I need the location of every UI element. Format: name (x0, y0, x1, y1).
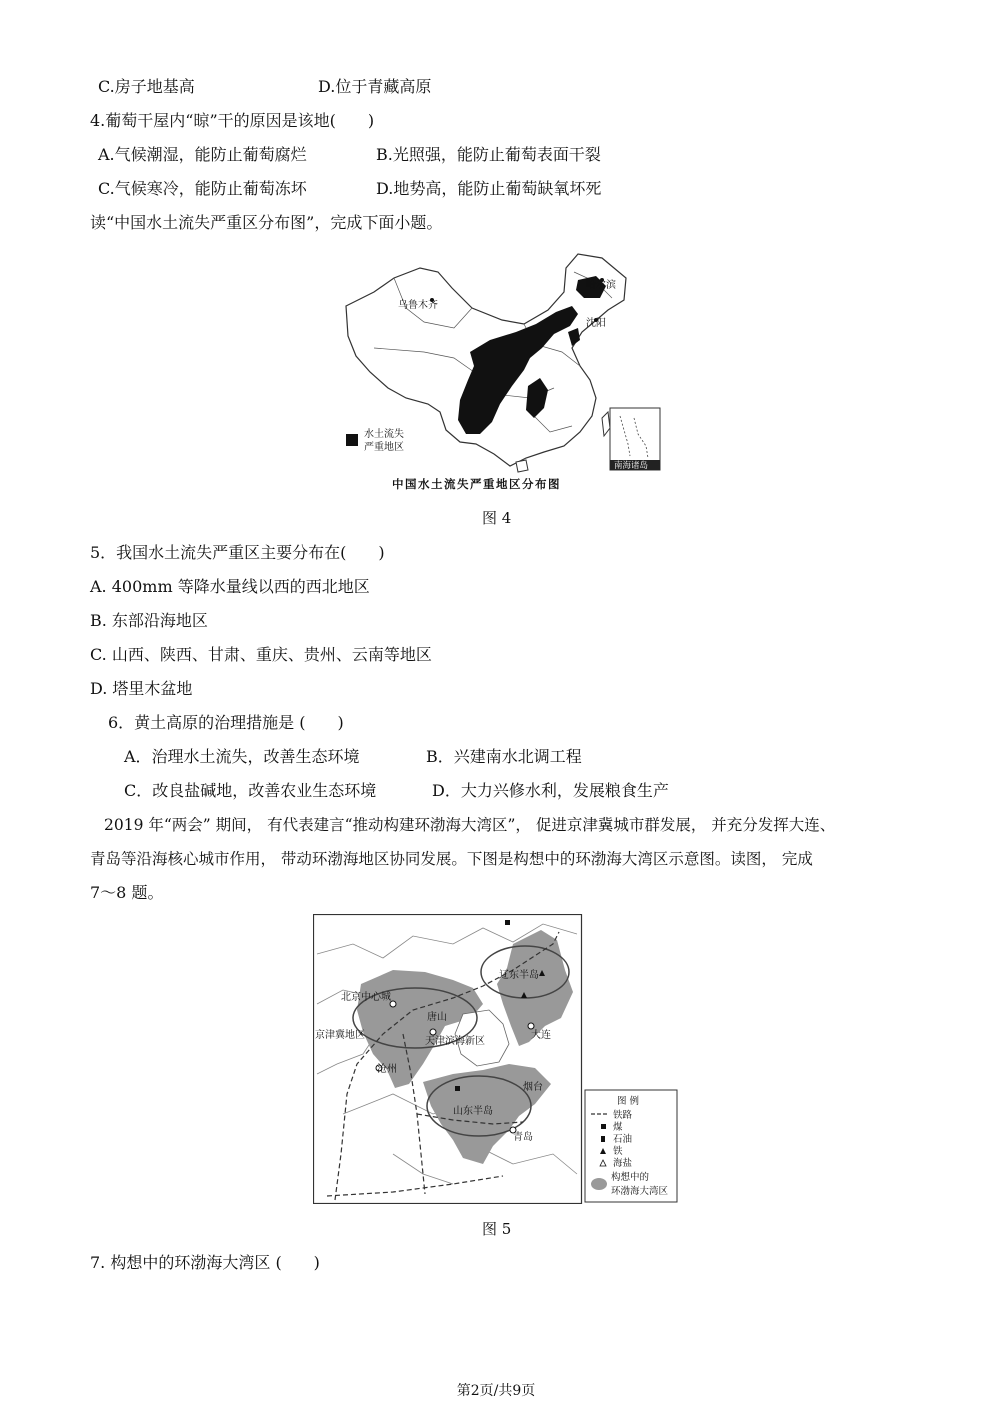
label-shandong: 山东半岛 (453, 1106, 493, 1117)
fig4-intro: 读“中国水土流失严重区分布图”，完成下面小题。 (90, 213, 443, 232)
fig5-intro-line2: 青岛等沿海核心城市作用， 带动环渤海地区协同发展。下图是构想中的环渤海大湾区示意图。读图， 完成 (90, 850, 813, 868)
q7-stem: 7. 构想中的环渤海大湾区 ( ) (90, 1253, 320, 1272)
fig5-intro-line3: 7～8 题。 (90, 883, 164, 902)
q4-option-d: D.地势高，能防止葡萄缺氧坏死 (376, 179, 602, 198)
label-qingdao: 青岛 (513, 1132, 533, 1143)
q5-stem: 5．我国水土流失严重区主要分布在( ) (90, 543, 385, 562)
q3-option-c: C.房子地基高 (98, 77, 195, 96)
city-harbin: 哈尔滨 (586, 280, 616, 291)
legend-title: 图 例 (617, 1096, 640, 1107)
bohai-map-svg (313, 914, 679, 1204)
label-tianjin-binhai: 天津滨海新区 (425, 1036, 485, 1047)
label-jingjinji: 京津冀地区 (315, 1030, 365, 1041)
q4-option-a: A.气候潮湿，能防止葡萄腐烂 (98, 145, 307, 164)
label-yantai: 烟台 (523, 1082, 543, 1093)
label-beijing: 北京中心城 (341, 992, 391, 1003)
legend-line2: 严重地区 (364, 442, 404, 453)
q6-option-a: A．治理水土流失，改善生态环境 (124, 747, 360, 766)
legend-erosion-swatch (346, 434, 358, 446)
china-map-svg (334, 248, 664, 500)
q4-option-b: B.光照强，能防止葡萄表面干裂 (376, 145, 601, 164)
q6-option-d: D．大力兴修水利，发展粮食生产 (432, 781, 669, 800)
legend-line1: 水土流失 (364, 429, 404, 440)
city-urumqi: 乌鲁木齐 (398, 300, 438, 311)
label-cangzhou: 沧州 (377, 1064, 397, 1075)
legend-oil: 石油 (613, 1134, 633, 1145)
q4-stem: 4.葡萄干屋内“晾”干的原因是该地( ) (90, 111, 375, 130)
q6-option-c: C．改良盐碱地，改善农业生态环境 (124, 781, 377, 800)
q5-option-b: B. 东部沿海地区 (90, 611, 208, 630)
bohai-bay-area-map (313, 914, 679, 1204)
legend-area-1: 构想中的 (611, 1172, 650, 1183)
label-dalian: 大连 (531, 1030, 551, 1041)
fig4-caption: 图 4 (482, 509, 512, 527)
legend-iron: 铁 (613, 1146, 623, 1157)
fig5-caption: 图 5 (482, 1220, 512, 1238)
china-erosion-map (334, 248, 664, 500)
label-tangshan: 唐山 (427, 1012, 447, 1023)
q5-option-c: C. 山西、陕西、甘肃、重庆、贵州、云南等地区 (90, 645, 432, 664)
fig5-intro-line1: 2019 年“两会” 期间， 有代表建言“推动构建环渤海大湾区”， 促进京津冀城市群发展， 并充分发挥大连、 (104, 816, 836, 834)
legend-salt: 海盐 (613, 1158, 633, 1169)
q3-option-d: D.位于青藏高原 (318, 77, 432, 96)
q4-option-c: C.气候寒冷，能防止葡萄冻坏 (98, 179, 307, 198)
legend-area-2: 环渤海大湾区 (611, 1186, 669, 1197)
inset-label: 南海诸岛 (614, 461, 649, 471)
q5-option-d: D. 塔里木盆地 (90, 679, 193, 698)
q5-option-a: A. 400mm 等降水量线以西的西北地区 (90, 577, 370, 596)
legend-coal: 煤 (613, 1122, 623, 1133)
map-title: 中国水土流失严重地区分布图 (392, 477, 561, 491)
q6-stem: 6．黄土高原的治理措施是 ( ) (108, 713, 344, 732)
q6-option-b: B．兴建南水北调工程 (426, 747, 582, 766)
hainan-shape (516, 460, 528, 472)
taiwan-shape (602, 412, 610, 436)
page-footer: 第2页/共9页 (456, 1383, 536, 1399)
city-shenyang: 沈阳 (586, 318, 606, 329)
label-liaodong: 辽东半岛 (499, 970, 539, 981)
legend-rail: 铁路 (613, 1110, 633, 1121)
